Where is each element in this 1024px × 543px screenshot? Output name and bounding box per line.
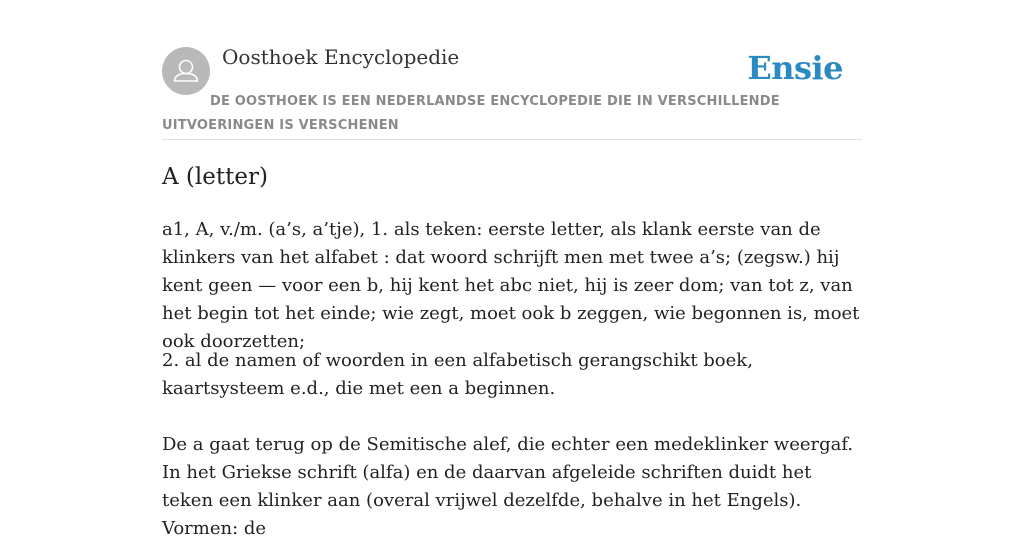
- article-paragraph: a1, A, v./m. (a’s, a’tje), 1. als teken: eerste letter, als klank eerste van de klinkers van het alfabet : dat woord schrijft men met twee a’s; (zegsw.) hij kent geen — voor een b, hij kent het abc niet, hij is zeer dom; van tot z, van het begin tot het einde; wie zegt, moet ook b zeggen, wie begonnen is, moet ook doorzetten;: [162, 219, 860, 352]
- tagline: DE OOSTHOEK IS EEN NEDERLANDSE ENCYCLOPEDIE DIE IN VERSCHILLENDE UITVOERINGEN IS VERSCHENEN: [162, 94, 780, 133]
- header: [162, 0, 862, 140]
- article-paragraph: 2. al de namen of woorden in een alfabetisch gerangschikt boek, kaartsysteem e.d., die met een a beginnen.: [162, 350, 753, 399]
- article-title: A (letter): [162, 164, 268, 190]
- brand-logo[interactable]: Ensie: [747, 49, 843, 87]
- user-icon: [162, 47, 210, 95]
- avatar[interactable]: [162, 47, 210, 95]
- site-name-link[interactable]: Oosthoek Encyclopedie: [222, 45, 460, 69]
- article-paragraph: De a gaat terug op de Semitische alef, die echter een medeklinker weergaf. In het Griekse schrift (alfa) en de daarvan afgeleide schriften duidt het teken een klinker aan (overal vrijwel dezelfde, behalve in het Engels). Vormen: de: [162, 434, 854, 539]
- page: [162, 0, 862, 539]
